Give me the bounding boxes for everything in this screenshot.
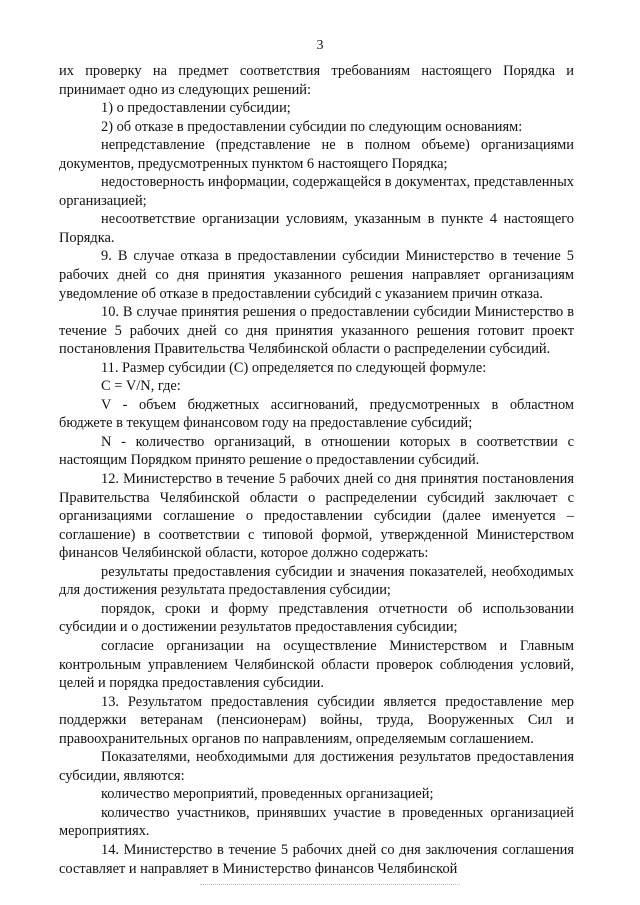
document-paragraph: 12. Министерство в течение 5 рабочих дней со дня принятия постановления Правительства Челябинской области о распределении субсидий заключает с организациями соглашение о предоставлении субсидии (далее именуется – соглашение) в соответствии с типовой формой, утвержденной Министерством финансов Челябинской области, которое должно содержать: (59, 471, 574, 562)
document-paragraph: 2) об отказе в предоставлении субсидии по следующим основаниям: (101, 118, 523, 135)
document-paragraph: несоответствие организации условиям, указанным в пункте 4 настоящего Порядка. (59, 211, 574, 246)
document-body (59, 62, 574, 878)
document-paragraph: недостоверность информации, содержащейся в документах, представленных организацией; (59, 174, 574, 209)
document-paragraph: 14. Министерство в течение 5 рабочих дней со дня заключения соглашения составляет и направляет в Министерство финансов Челябинской (59, 841, 574, 877)
document-paragraph: V - объем бюджетных ассигнований, предусмотренных в областном бюджете в текущем финансовом году на предоставление субсидий; (59, 396, 574, 432)
document-paragraph: результаты предоставления субсидии и значения показателей, необходимых для достижения результата предоставления субсидии; (59, 563, 574, 599)
document-paragraph: С = V/N, где: (101, 378, 181, 395)
document-paragraph: количество участников, принявших участие в проведенных организацией мероприятиях. (59, 804, 574, 840)
document-paragraph: их проверку на предмет соответствия требованиям настоящего Порядка и принимает одно из следующих решений: (59, 63, 574, 98)
document-paragraph: 1) о предоставлении субсидии; (101, 100, 291, 117)
document-paragraph: согласие организации на осуществление Министерством и Главным контрольным управлением Челябинской области проверок соблюдения условий, целей и порядка предоставления субсидии. (59, 637, 574, 692)
document-paragraph: 11. Размер субсидии (С) определяется по следующей формуле: (101, 359, 487, 376)
bottom-scan-edge (0, 880, 640, 890)
document-paragraph: 13. Результатом предоставления субсидии является предоставление мер поддержки ветеранам (пенсионерам) войны, труда, Вооруженных Сил и правоохранительных органов по направлениям, определяемым соглашением. (59, 693, 574, 747)
document-paragraph: N - количество организаций, в отношении которых в соответствии с настоящим Порядком принято решение о предоставлении субсидий. (59, 433, 574, 469)
document-paragraph: 10. В случае принятия решения о предоставлении субсидии Министерство в течение 5 рабочих дней со дня принятия указанного решения готовит проект постановления Правительства Челябинской области о распределении субсидий. (59, 304, 574, 358)
document-paragraph: Показателями, необходимыми для достижения результатов предоставления субсидии, являются: (59, 749, 574, 784)
document-paragraph: непредставление (представление не в полном объеме) организациями документов, предусмотренных пунктом 6 настоящего Порядка; (59, 137, 574, 172)
document-paragraph: количество мероприятий, проведенных организацией; (101, 786, 434, 803)
document-paragraph: порядок, сроки и форму представления отчетности об использовании субсидии и о достижении результатов предоставления субсидии; (59, 600, 574, 636)
page-number: 3 (316, 38, 324, 53)
document-paragraph: 9. В случае отказа в предоставлении субсидии Министерство в течение 5 рабочих дней со дня принятия указанного решения направляет организациям уведомление об отказе в предоставлении субсидий с указанием причин отказа. (59, 248, 574, 302)
